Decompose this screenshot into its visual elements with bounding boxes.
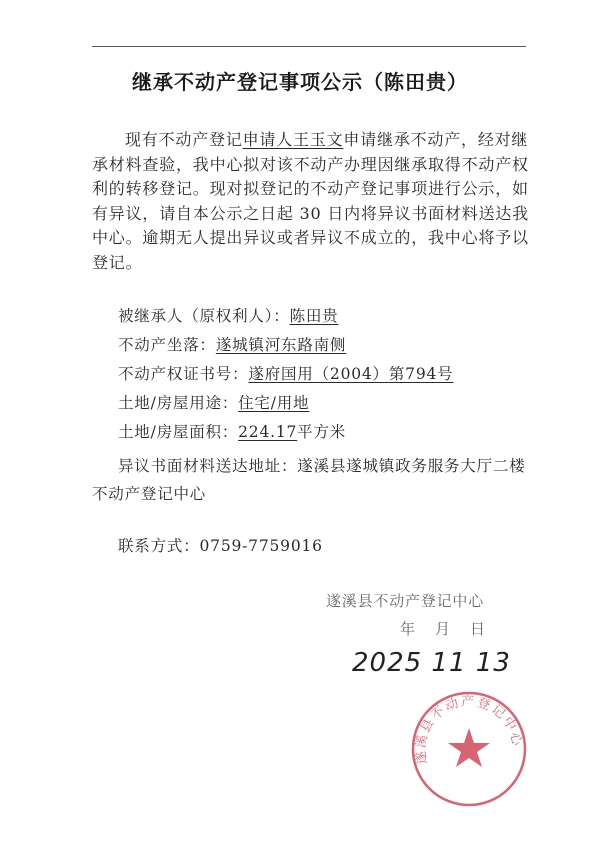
star-icon [448, 728, 490, 767]
seal-text: 遂溪县不动产登记中心 [413, 694, 525, 766]
text: 现有不动产登记 [125, 130, 243, 149]
field-value: 陈田贵 [289, 307, 339, 325]
handwritten-date: 2025 11 13 [352, 648, 511, 678]
field-label: 不动产权证书号： [118, 365, 249, 383]
field-area [118, 422, 346, 442]
official-seal [410, 690, 528, 808]
issuing-organization: 遂溪县不动产登记中心 [326, 592, 485, 610]
notice-paragraph [92, 128, 532, 275]
field-heir [118, 306, 338, 326]
field-value: 224.17 [238, 423, 298, 441]
field-usage [118, 393, 309, 413]
field-unit: 平方米 [297, 423, 347, 441]
field-value: 遂府国用（2004）第794号 [248, 365, 454, 383]
text: 申请继承不动产，经对继承材料查验，我中心拟对该不动产办理因继承取得不动产权利的转移登记。现对拟登记的不动产登记事项进行公示，如有异议，请自本公示之日起 30 日内将异议书面材料送达我中心。逾期无人提出异议或者异议不成立的，我中心将予以登记。 [92, 130, 529, 272]
field-value: 住宅/用地 [238, 394, 310, 412]
field-certificate [118, 364, 453, 384]
field-label: 被继承人（原权利人）： [118, 307, 290, 325]
page-title: 继承不动产登记事项公示（陈田贵） [132, 70, 468, 94]
field-location [118, 335, 346, 355]
field-value: 遂城镇河东路南侧 [215, 336, 347, 354]
contact-info: 联系方式：0759-7759016 [118, 537, 323, 555]
date-caption: 年月日 [400, 620, 506, 638]
field-label: 不动产坐落： [118, 336, 216, 354]
applicant-name: 申请人王玉文 [242, 130, 344, 149]
header-rule [92, 46, 526, 47]
objection-address: 异议书面材料送达地址：遂溪县遂城镇政务服务大厅二楼不动产登记中心 [92, 457, 526, 503]
field-label: 土地/房屋用途： [118, 394, 239, 412]
field-label: 土地/房屋面积： [118, 423, 239, 441]
